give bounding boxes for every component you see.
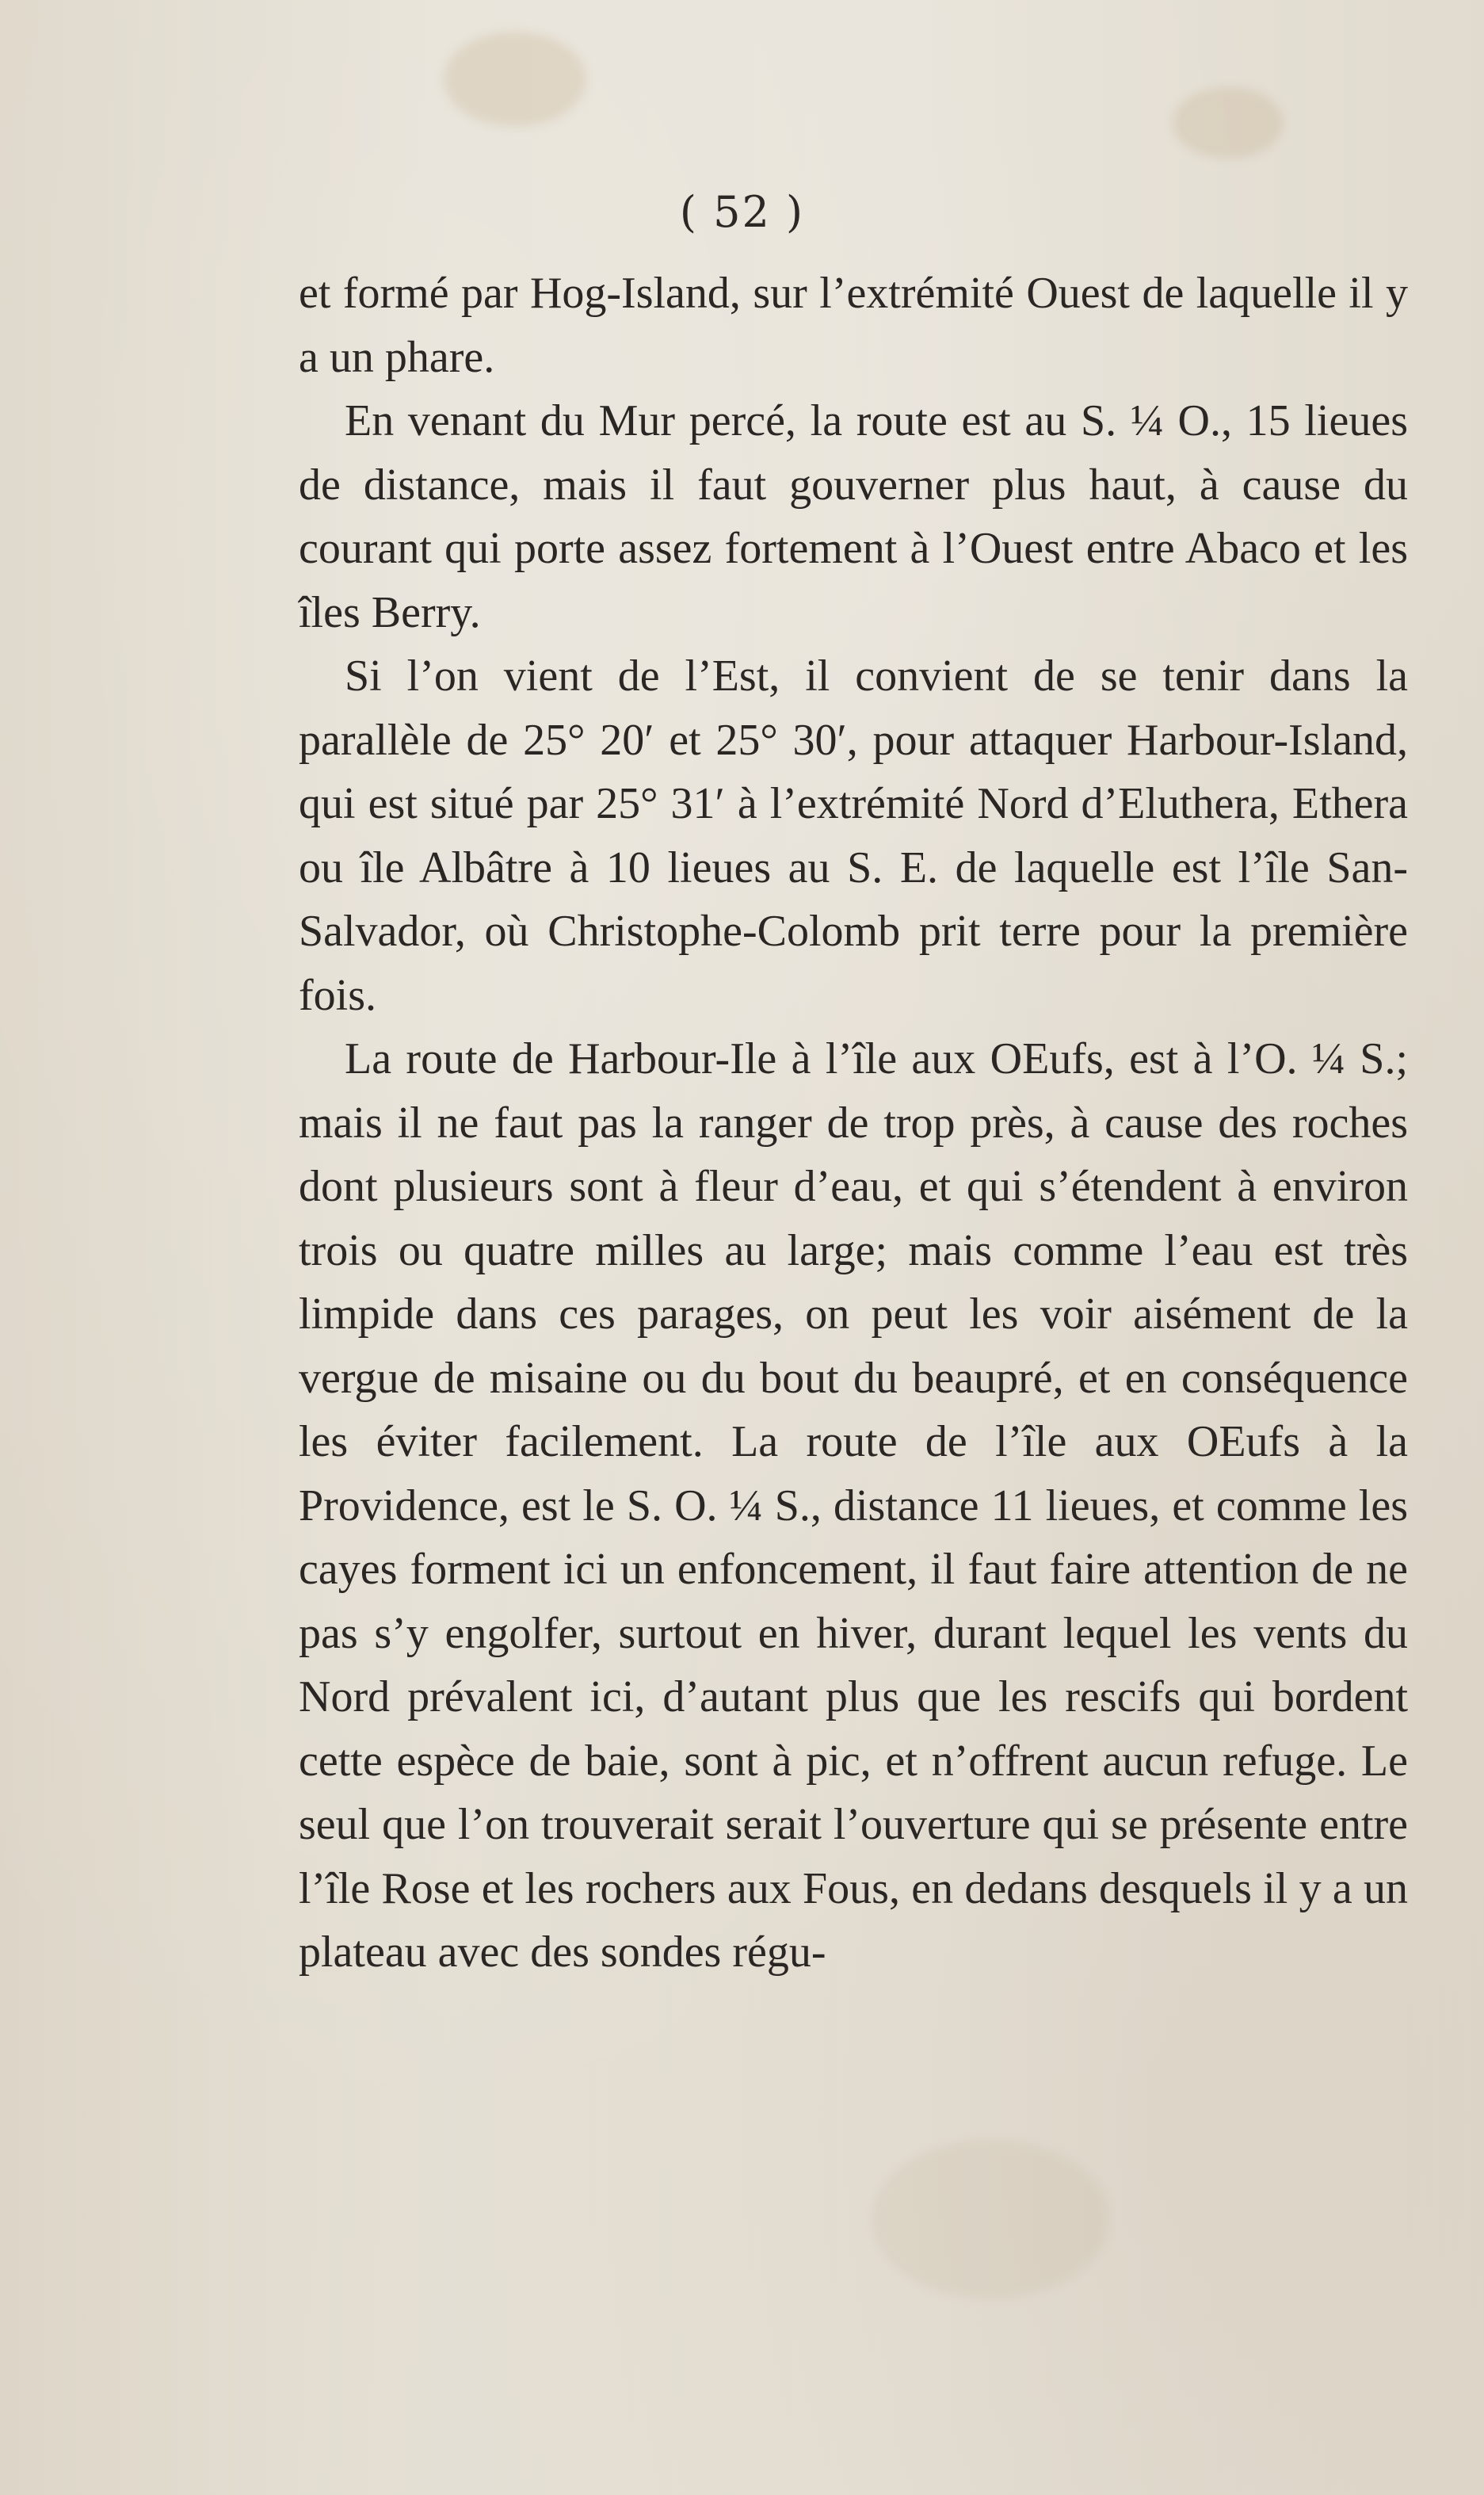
- paper-stain: [1173, 87, 1284, 159]
- page-number: ( 52 ): [679, 187, 805, 237]
- paper-stain: [872, 2140, 1109, 2298]
- paragraph-4: La route de Harbour-Ile à l’île aux OEufs, est à l’O. ¼ S.; mais il ne faut pas la ranger de trop près, à cause des roches dont plusieurs sont à fleur d’eau, et qui s’étendent à environ trois ou quatre milles au large; mais comme l’eau est très limpide dans ces parages, on peut les voir aisément de la vergue de misaine ou du bout du beaupré, et en conséquence les éviter facilement. La route de l’île aux OEufs à la Providence, est le S. O. ¼ S., distance 11 lieues, et comme les cayes forment ici un enfoncement, il faut faire attention de ne pas s’y engolfer, surtout en hiver, durant lequel les vents du Nord prévalent ici, d’autant plus que les rescifs qui bordent cette espèce de baie, sont à pic, et n’offrent aucun refuge. Le seul que l’on trouverait serait l’ouverture qui se présente entre l’île Rose et les rochers aux Fous, en dedans desquels il y a un plateau avec des sondes régu-: [299, 1034, 1408, 1977]
- paragraph-3: Si l’on vient de l’Est, il convient de se tenir dans la parallèle de 25° 20′ et 25° 30′, pour attaquer Harbour-Island, qui est situé par 25° 31′ à l’extrémité Nord d’Eluthera, Ethera ou île Albâtre à 10 lieues au S. E. de laquelle est l’île San-Salvador, où Christophe-Colomb prit terre pour la première fois.: [299, 651, 1408, 1020]
- paper-stain: [444, 32, 586, 127]
- paragraph-1: et formé par Hog-Island, sur l’extrémité Ouest de laquelle il y a un phare.: [299, 269, 1408, 382]
- paragraph-2: En venant du Mur percé, la route est au S. ¼ O., 15 lieues de distance, mais il faut gouverner plus haut, à cause du courant qui porte assez fortement à l’Ouest entre Abaco et les îles Berry.: [299, 396, 1408, 637]
- body-text: [299, 262, 1408, 1985]
